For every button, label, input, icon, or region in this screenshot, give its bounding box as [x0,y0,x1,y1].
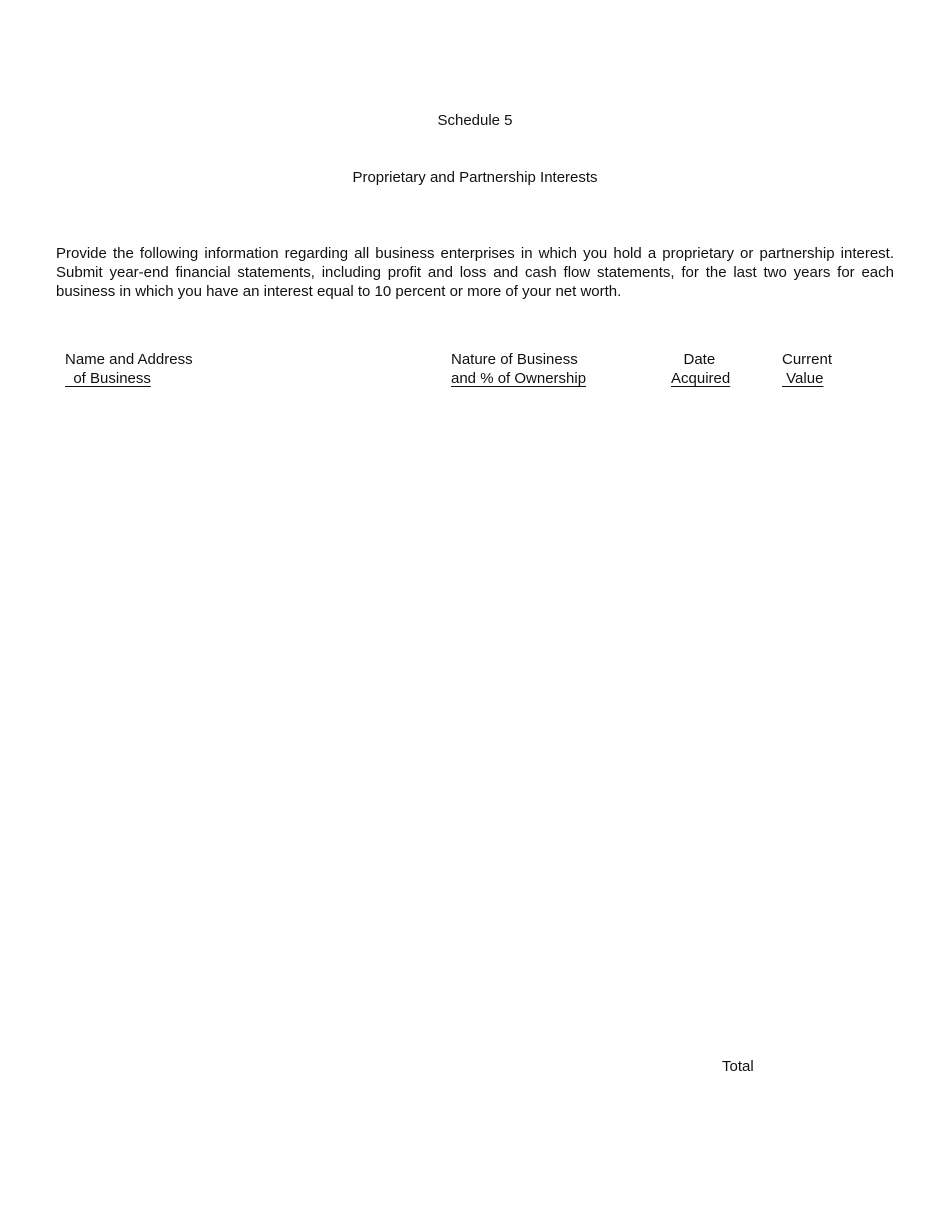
column-header-line1: Name and Address [65,351,193,368]
instructions-paragraph: Provide the following information regarding all business enterprises in which you hold a proprietary or partnership interest. Submit year-end financial statements, including profit and loss and cash flow statements, for the last two years for each business in which you have an interest equal to 10 percent or more of your net worth. [56,245,894,300]
column-header-date-acquired [671,350,730,388]
column-header-line2: and % of Ownership [451,370,587,387]
column-header-name-address [65,350,193,388]
column-header-line1: Current [782,351,833,368]
column-header-line2: Acquired [671,370,731,387]
page-title: Proprietary and Partnership Interests [352,169,598,186]
total-label: Total [722,1058,754,1075]
column-header-nature-ownership [451,350,586,388]
column-header-line2: Value [782,370,824,387]
column-header-line2: of Business [65,370,151,387]
column-header-line1: Date [671,351,716,368]
column-header-current-value [782,350,832,388]
schedule-label: Schedule 5 [437,112,513,129]
column-header-line1: Nature of Business [451,351,578,368]
